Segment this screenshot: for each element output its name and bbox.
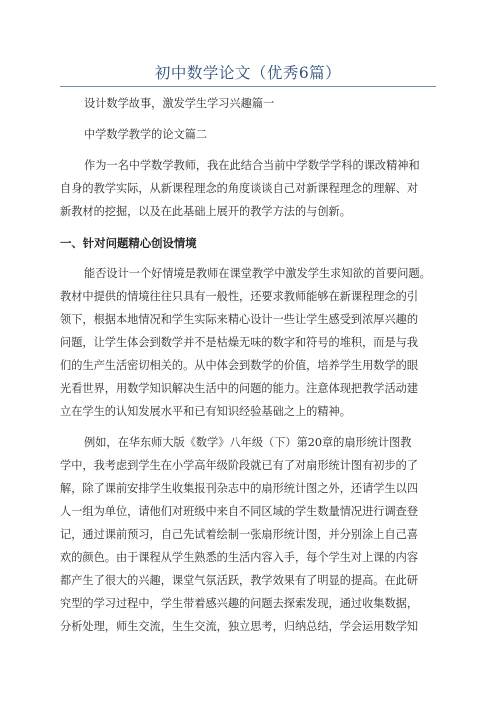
paragraph-3-line: 记，通过课前预习，自己先试着绘制一张扇形统计图，并分别涂上自己喜 — [60, 528, 419, 541]
paragraph-2-line: 们的生产生活密切相关的。从中体会到数学的价值，培养学生用数学的眼 — [60, 359, 419, 372]
section-link-1: 设计数学故事，激发学生学习兴趣篇一 — [84, 97, 275, 110]
paragraph-2-line: 领下，根据本地情况和学生实际来精心设计一些让学生感受到浓厚兴趣的 — [60, 313, 419, 326]
title-underline — [60, 86, 436, 87]
paragraph-3-line: 解，除了课前安排学生收集报刊杂志中的扇形统计图之外，还请学生以四 — [60, 482, 419, 495]
document-title: 初中数学论文（优秀6篇） — [154, 64, 342, 82]
paragraph-3-line: 例如，在华东师大版《数学》八年级（下）第20章的扇形统计图教 — [84, 436, 412, 449]
paragraph-3-line: 都产生了很大的兴趣，课堂气氛活跃，教学效果有了明显的提高。在此研 — [60, 574, 419, 587]
paragraph-2-line: 能否设计一个好情境是教师在课堂教学中激发学生求知欲的首要问题。 — [84, 267, 431, 280]
section-link-2: 中学数学教学的论文篇二 — [84, 128, 208, 141]
paragraph-3-line: 欢的颜色。由于课程从学生熟悉的生活内容入手，每个学生对上课的内容 — [60, 551, 419, 564]
paragraph-3-line: 分析处理，师生交流，生生交流，独立思考，归纳总结，学会运用数学知 — [60, 620, 419, 633]
paragraph-1-line: 作为一名中学数学教师，我在此结合当前中学数学学科的课改精神和 — [84, 159, 420, 172]
paragraph-2-line: 光看世界，用数学知识解决生活中的问题的能力。注意体现把教学活动建 — [60, 382, 419, 395]
paragraph-2-line: 问题，让学生体会到数学并不是枯燥无味的数字和符号的堆积，而是与我 — [60, 336, 419, 349]
paragraph-3-line: 人一组为单位，请他们对班级中来自不同区域的学生数量情况进行调查登 — [60, 505, 419, 518]
paragraph-2-line: 教材中提供的情境往往只具有一般性，还要求教师能够在新课程理念的引 — [60, 290, 419, 303]
paragraph-2-line: 立在学生的认知发展水平和已有知识经验基础之上的精神。 — [60, 405, 351, 418]
paragraph-1-line: 新教材的挖掘，以及在此基础上展开的教学方法的与创新。 — [60, 205, 351, 218]
paragraph-1-line: 自身的教学实际，从新课程理念的角度谈谈自己对新课程理念的理解、对 — [60, 182, 419, 195]
section-heading: 一、针对问题精心创设情境 — [60, 236, 197, 250]
paragraph-3-line: 究型的学习过程中，学生带着感兴趣的问题去探索发现，通过收集数据， — [60, 597, 419, 610]
paragraph-3-line: 学中，我考虑到学生在小学高年级阶段就已有了对扇形统计图有初步的了 — [60, 459, 419, 472]
